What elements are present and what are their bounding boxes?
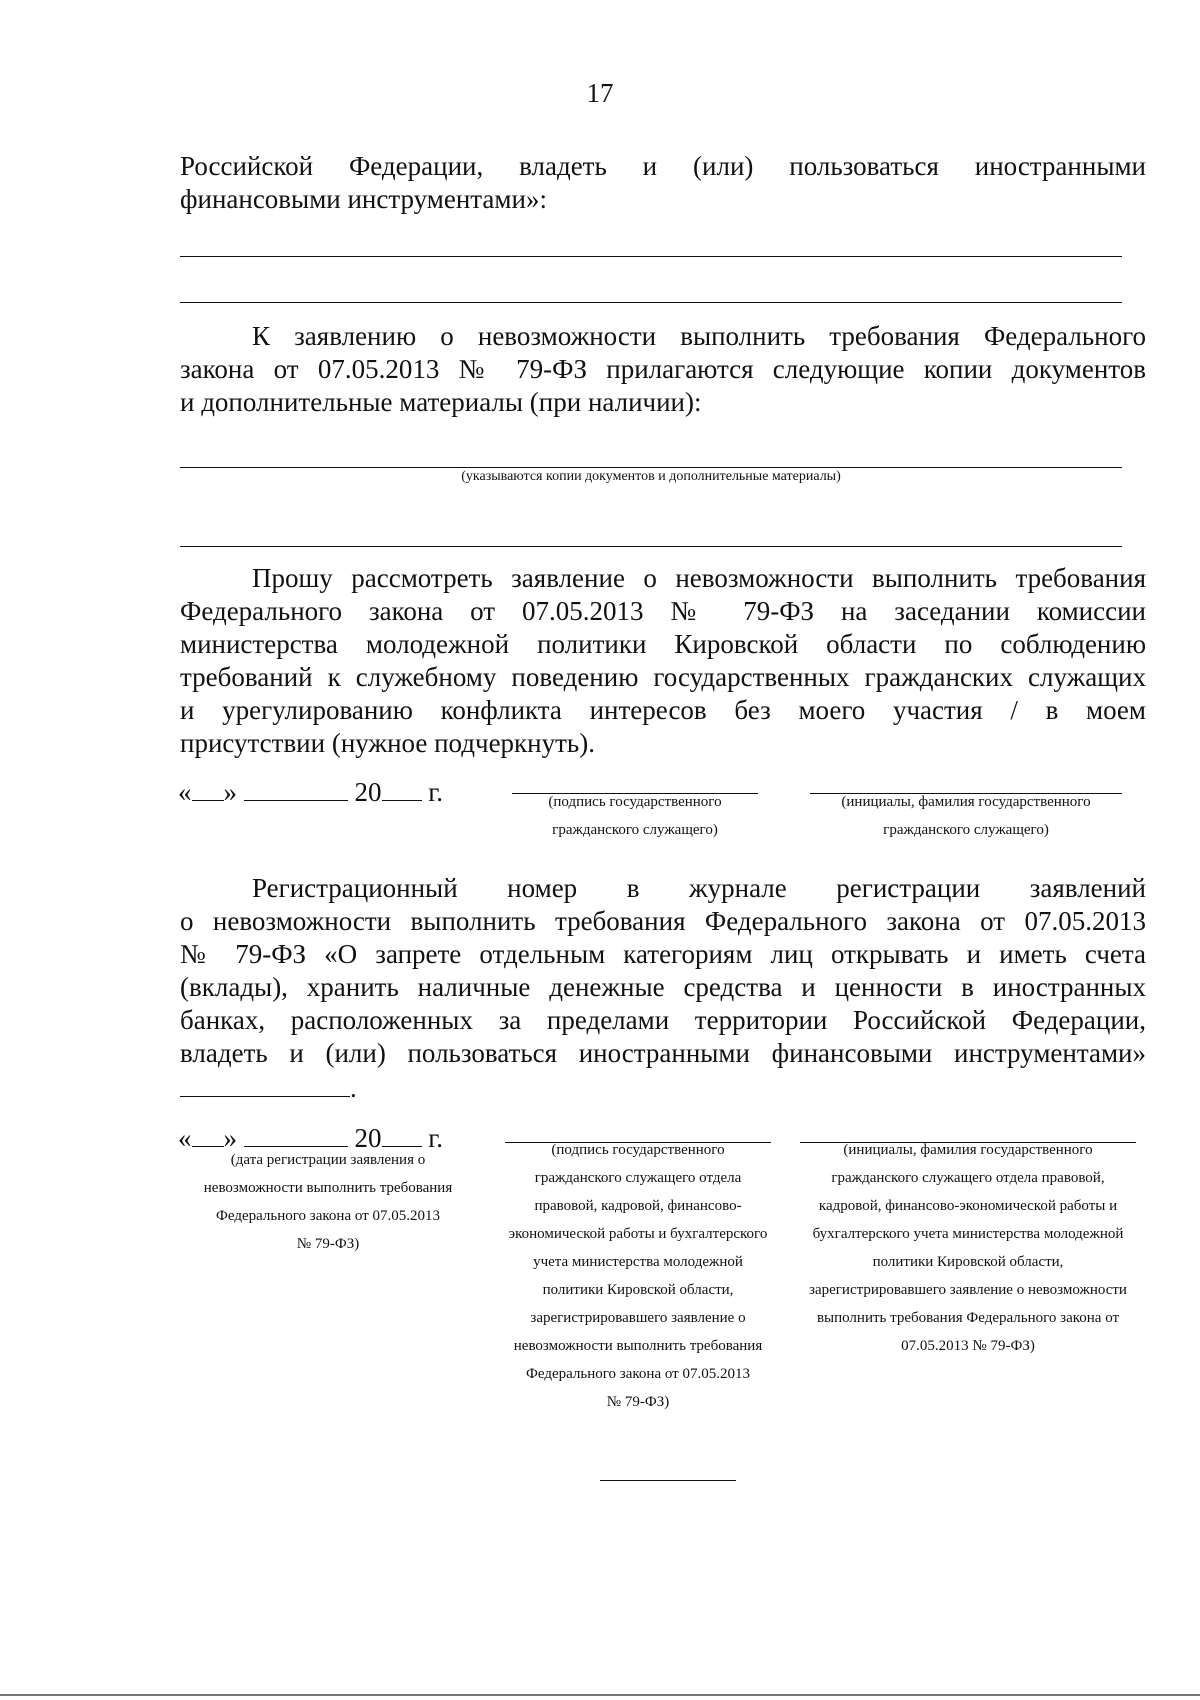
text-line: и урегулированию конфликта интересов без моего участия / в моем bbox=[180, 695, 1146, 725]
year-blank bbox=[382, 774, 422, 801]
text-line: присутствии (нужное подчеркнуть). bbox=[180, 728, 595, 758]
signature-caption: (подпись государственного гражданского служащего) bbox=[548, 794, 722, 838]
name-caption: (инициалы, фамилия государственного гражданского служащего) bbox=[841, 794, 1091, 838]
registration-paragraph bbox=[180, 872, 1146, 1105]
year-prefix: 20 bbox=[354, 777, 382, 807]
close-quote: » bbox=[223, 1123, 237, 1153]
registrar-signature-caption: (подпись государственного гражданского служащего отдела правовой, кадровой, финансово- экономической работы и бухгалтерского учета министерства молодежной политики Кировской области, зарегистрировавшего заявление о невозможности выполнить требования Федерального закона от 07.05.2013 № 79-ФЗ) bbox=[508, 1142, 768, 1410]
text-line: финансовыми инструментами»: bbox=[180, 184, 547, 214]
open-quote: « bbox=[178, 1123, 192, 1153]
blank-line bbox=[180, 546, 1122, 547]
page-bottom-edge bbox=[0, 1694, 1200, 1696]
text-line: (вклады), хранить наличные денежные средства и ценности в иностранных bbox=[180, 972, 1146, 1002]
date-field-1 bbox=[178, 774, 443, 808]
attachments-paragraph bbox=[180, 320, 1146, 419]
intro-paragraph bbox=[180, 150, 1146, 216]
text-line: Регистрационный номер в журнале регистрации заявлений bbox=[252, 873, 1146, 903]
request-paragraph bbox=[180, 562, 1146, 760]
text-line: и дополнительные материалы (при наличии): bbox=[180, 387, 702, 417]
text-line: К заявлению о невозможности выполнить требования Федерального bbox=[252, 321, 1146, 351]
registration-date-caption: (дата регистрации заявления о невозможности выполнить требования Федерального закона от 07.05.2013 № 79-ФЗ) bbox=[203, 1152, 453, 1252]
closing-separator bbox=[600, 1480, 736, 1481]
year-prefix: 20 bbox=[354, 1123, 382, 1153]
text-line: банках, расположенных за пределами территории Российской Федерации, bbox=[180, 1005, 1146, 1035]
text-line: Федерального закона от 07.05.2013 № 79-ФЗ на заседании комиссии bbox=[180, 596, 1146, 626]
year-suffix: г. bbox=[428, 777, 444, 807]
day-blank bbox=[192, 1120, 224, 1147]
year-blank bbox=[382, 1120, 422, 1147]
open-quote: « bbox=[178, 777, 192, 807]
text-line: Российской Федерации, владеть и (или) пользоваться иностранными bbox=[180, 151, 1146, 181]
text-line: закона от 07.05.2013 № 79-ФЗ прилагаются следующие копии документов bbox=[180, 354, 1146, 384]
text-line: № 79-ФЗ «О запрете отдельным категориям лиц открывать и иметь счета bbox=[180, 939, 1146, 969]
attachments-field-line bbox=[180, 467, 1122, 468]
text-line: о невозможности выполнить требования Федерального закона от 07.05.2013 bbox=[180, 906, 1146, 936]
day-blank bbox=[192, 774, 224, 801]
month-blank bbox=[244, 1120, 348, 1147]
registration-number-line: . bbox=[180, 1070, 1146, 1105]
year-suffix: г. bbox=[428, 1123, 444, 1153]
registrar-name-caption: (инициалы, фамилия государственного гражданского служащего отдела правовой, кадровой, финансово-экономической работы и бухгалтерского учета министерства молодежной политики Кировской области, зарегистрировавшего заявление о невозможности выполнить требования Федерального закона от 07.05.2013 № 79-ФЗ) bbox=[809, 1142, 1127, 1354]
text-line: министерства молодежной политики Кировской области по соблюдению bbox=[180, 629, 1146, 659]
close-quote: » bbox=[223, 777, 237, 807]
registration-number-blank bbox=[180, 1070, 350, 1097]
blank-line bbox=[180, 302, 1122, 303]
page-number: 17 bbox=[586, 78, 614, 108]
blank-line bbox=[180, 256, 1122, 257]
attachments-field-caption: (указываются копии документов и дополнительные материалы) bbox=[461, 469, 841, 484]
month-blank bbox=[244, 774, 348, 801]
text-line: Прошу рассмотреть заявление о невозможности выполнить требования bbox=[252, 563, 1146, 593]
text-line: владеть и (или) пользоваться иностранными финансовыми инструментами» bbox=[180, 1038, 1146, 1068]
text-line: требований к служебному поведению государственных гражданских служащих bbox=[180, 662, 1146, 692]
